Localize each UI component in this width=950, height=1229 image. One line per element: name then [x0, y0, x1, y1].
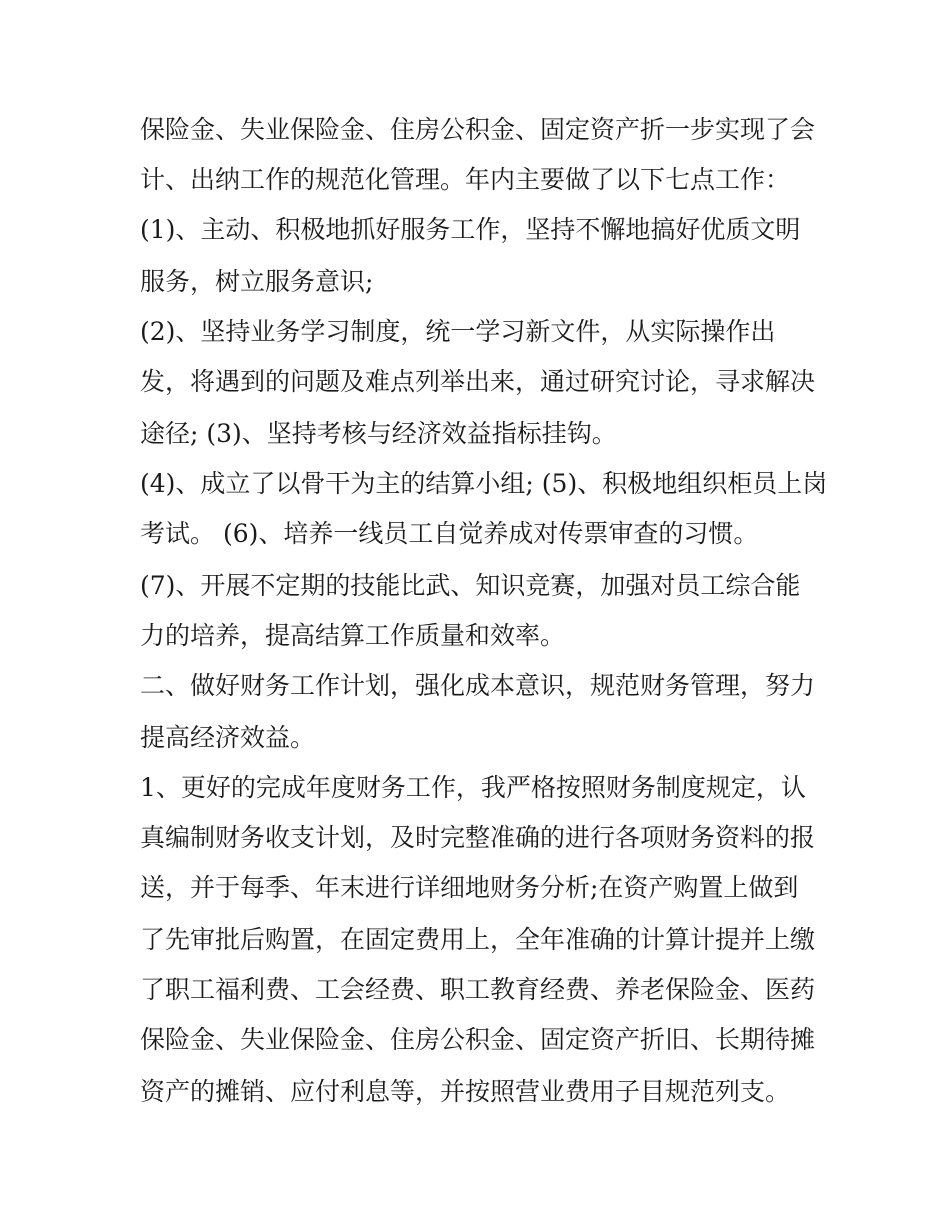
text-line: 力的培养，提高结算工作质量和效率。 [140, 621, 566, 650]
text-line: 资产的摊销、应付利息等，并按照营业费用子目规范列支。 [140, 1077, 791, 1106]
text-line: 真编制财务收支计划，及时完整准确的进行各项财务资料的报 [140, 823, 816, 852]
text-line: 保险金、失业保险金、住房公积金、固定资产折旧、长期待摊 [140, 1025, 816, 1054]
text-line: 送，并于每季、年末进行详细地财务分析;在资产购置上做到 [140, 873, 799, 902]
text-line: 1、更好的完成年度财务工作，我严格按照财务制度规定，认 [140, 773, 806, 802]
text-line: (1)、主动、积极地抓好服务工作，坚持不懈地搞好优质文明 [140, 215, 801, 244]
text-line: (2)、坚持业务学习制度，统一学习新文件，从实际操作出 [140, 317, 776, 346]
text-line: 服务，树立服务意识; [140, 267, 374, 296]
text-line: (4)、成立了以骨干为主的结算小组; (5)、积极地组织柜员上岗 [140, 469, 828, 498]
text-line: 保险金、失业保险金、住房公积金、固定资产折一步实现了会 [140, 115, 816, 144]
text-line: 发，将遇到的问题及难点列举出来，通过研究讨论，寻求解决 [140, 367, 816, 396]
text-line: 了先审批后购置，在固定费用上，全年准确的计算计提并上缴 [140, 925, 816, 954]
text-line: 了职工福利费、工会经费、职工教育经费、养老保险金、医药 [140, 975, 816, 1004]
text-line: 考试。 (6)、培养一线员工自觉养成对传票审查的习惯。 [140, 519, 759, 548]
text-line: (7)、开展不定期的技能比武、知识竞赛，加强对员工综合能 [140, 571, 801, 600]
text-line: 途径; (3)、坚持考核与经济效益指标挂钩。 [140, 419, 617, 448]
text-line: 计、出纳工作的规范化管理。年内主要做了以下七点工作： [140, 165, 791, 194]
text-line: 二、做好财务工作计划，强化成本意识，规范财务管理，努力 [140, 671, 816, 700]
text-line: 提高经济效益。 [140, 723, 316, 752]
